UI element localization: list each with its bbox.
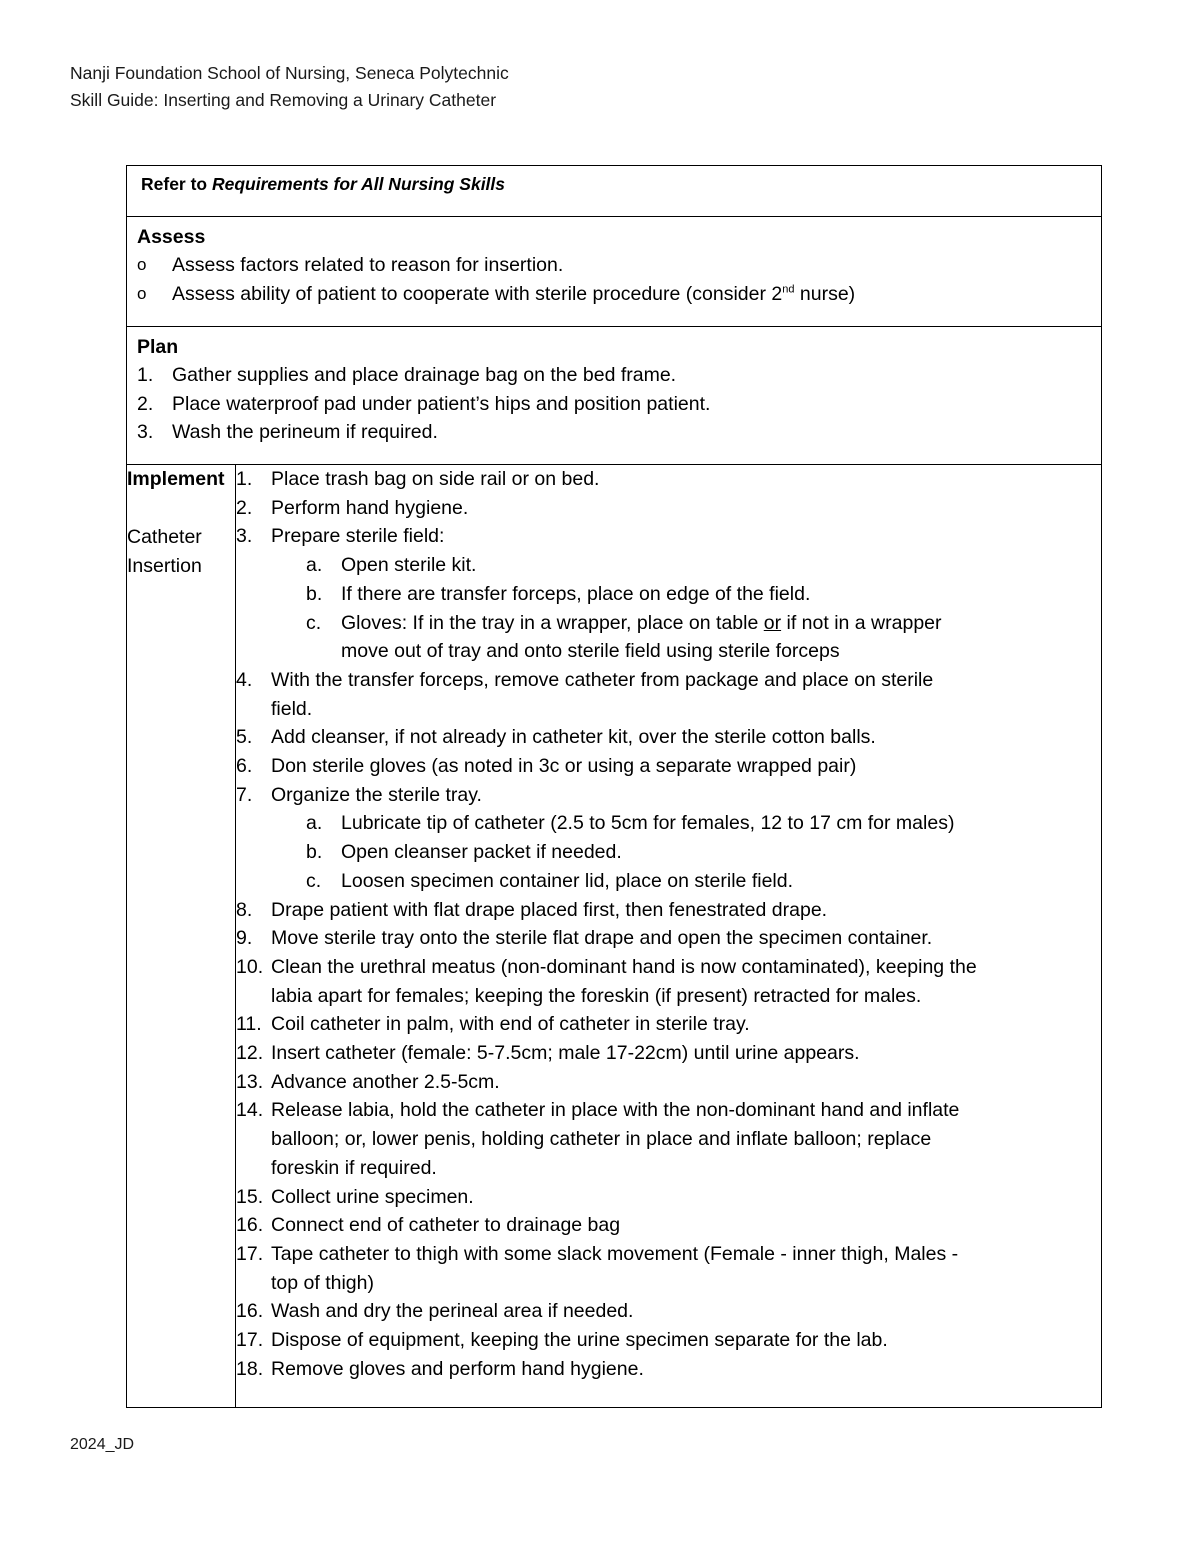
substep-text: Open sterile kit.: [341, 554, 477, 577]
refer-prefix: Refer to: [141, 174, 212, 194]
assess-cell: [127, 217, 1102, 327]
step-number: 9.: [236, 927, 253, 950]
step-item: [236, 1010, 1101, 1039]
step-text: Dispose of equipment, keeping the urine specimen separate for the lab.: [271, 1329, 888, 1352]
substep-text: Open cleanser packet if needed.: [341, 841, 622, 864]
plan-item-number: 3.: [137, 421, 154, 444]
step-number: 1.: [236, 468, 253, 490]
step-text-part: balloon; or, lower penis, holding catheter in place and inflate balloon; replace: [271, 1128, 932, 1151]
step-item: [236, 1211, 1101, 1240]
step-text: Advance another 2.5-5cm.: [271, 1070, 500, 1093]
assess-item: [137, 280, 1091, 309]
assess-item-text-part: Assess ability of patient to cooperate with sterile procedure (consider 2: [172, 282, 783, 305]
step-item: [236, 953, 1101, 1010]
substep-letter: a.: [306, 812, 323, 835]
plan-item: [137, 390, 1091, 419]
substep-text: If there are transfer forceps, place on edge of the field.: [341, 582, 811, 605]
step-text-part: With the transfer forceps, remove catheter from package and place on sterile: [271, 668, 934, 691]
substep-item: [236, 551, 1101, 580]
step-number: 17.: [236, 1329, 264, 1352]
plan-item: [137, 361, 1091, 390]
step-item: [236, 1355, 1101, 1384]
institution-name: Nanji Foundation School of Nursing, Seneca Polytechnic: [70, 63, 509, 83]
catheter-insertion-subtitle: [127, 523, 235, 581]
step-number: 6.: [236, 755, 253, 778]
step-text-part: field.: [271, 697, 313, 720]
step-item: [236, 666, 1101, 723]
plan-item-text: Wash the perineum if required.: [172, 421, 438, 444]
substep-letter: b.: [306, 841, 323, 864]
step-item: [236, 1183, 1101, 1212]
substep-item: [236, 609, 1101, 666]
step-text: Collect urine specimen.: [271, 1185, 474, 1208]
assess-row: [127, 217, 1102, 327]
plan-row: [127, 327, 1102, 465]
step-item: [236, 465, 1101, 494]
step-text: Prepare sterile field:: [271, 525, 445, 548]
step-item: [236, 781, 1101, 810]
step-number: 10.: [236, 955, 264, 978]
substep-item: [236, 867, 1101, 896]
substep-text: Loosen specimen container lid, place on sterile field.: [341, 869, 794, 892]
step-number: 4.: [236, 668, 253, 691]
step-item: [236, 896, 1101, 925]
substep-letter: c.: [306, 869, 322, 892]
step-number: 18.: [236, 1357, 264, 1380]
step-number: 3.: [236, 525, 253, 548]
plan-cell: [127, 327, 1102, 465]
bullet-icon: o: [137, 283, 147, 303]
step-text: Perform hand hygiene.: [271, 496, 469, 519]
implement-row: [127, 465, 1102, 1408]
substep-item: [236, 580, 1101, 609]
step-number: 8.: [236, 898, 253, 921]
assess-item-text: Assess factors related to reason for insertion.: [172, 254, 564, 276]
implement-label-cell: [127, 465, 236, 1408]
substep-letter: b.: [306, 582, 323, 605]
step-text: Organize the sterile tray.: [271, 783, 482, 806]
step-number: 5.: [236, 726, 253, 749]
step-number: 11.: [236, 1013, 262, 1036]
plan-item-number: 1.: [137, 364, 154, 386]
subtitle-line: Catheter: [127, 526, 202, 548]
step-item: [236, 1096, 1101, 1182]
substep-item: [236, 838, 1101, 867]
step-number: 17.: [236, 1242, 264, 1265]
step-item: [236, 1326, 1101, 1355]
refer-note: [127, 166, 1101, 202]
substep-text-part: if not in a wrapper: [781, 611, 942, 634]
implement-title: Implement: [127, 468, 225, 490]
step-item: [236, 1240, 1101, 1297]
refer-document-title: Requirements for All Nursing Skills: [211, 174, 506, 194]
step-item: [236, 522, 1101, 551]
page-header: [70, 60, 509, 114]
step-text-part: Release labia, hold the catheter in place with the non-dominant hand and inflate: [271, 1099, 960, 1122]
step-text-part: Tape catheter to thigh with some slack movement (Female - inner thigh, Males -: [271, 1242, 959, 1265]
implement-steps-cell: [236, 465, 1102, 1408]
step-text: Move sterile tray onto the sterile flat drape and open the specimen container.: [271, 927, 933, 950]
step-text-part: foreskin if required.: [271, 1156, 437, 1179]
step-text: Place trash bag on side rail or on bed.: [271, 468, 600, 490]
step-number: 14.: [236, 1099, 264, 1122]
refer-row: [127, 166, 1102, 217]
plan-item-text: Place waterproof pad under patient’s hips and position patient.: [172, 392, 711, 415]
step-text-part: top of thigh): [271, 1271, 374, 1294]
substep-text: Lubricate tip of catheter (2.5 to 5cm for females, 12 to 17 cm for males): [341, 812, 955, 835]
step-number: 2.: [236, 496, 253, 519]
substep-text-part: Gloves: If in the tray in a wrapper, place on table: [341, 611, 764, 634]
step-number: 16.: [236, 1214, 264, 1237]
refer-cell: [127, 166, 1102, 217]
plan-item: [137, 418, 1091, 447]
step-text: [271, 1096, 1101, 1182]
substep-letter: a.: [306, 554, 323, 577]
step-item: [236, 924, 1101, 953]
plan-item-text: Gather supplies and place drainage bag on the bed frame.: [172, 364, 677, 386]
bullet-icon: o: [137, 255, 147, 274]
step-number: 12.: [236, 1042, 264, 1065]
step-item: [236, 1068, 1101, 1097]
step-item: [236, 1039, 1101, 1068]
ordinal-suffix: nd: [782, 283, 795, 296]
substep-text-part: move out of tray and onto sterile field using sterile forceps: [341, 640, 840, 663]
substep-item: [236, 809, 1101, 838]
step-text: Coil catheter in palm, with end of catheter in sterile tray.: [271, 1013, 750, 1036]
step-item: [236, 1297, 1101, 1326]
step-item: [236, 752, 1101, 781]
plan-title: Plan: [137, 336, 179, 358]
assess-item-text: [172, 280, 1091, 309]
assess-item: [137, 251, 1091, 280]
subtitle-line: Insertion: [127, 555, 202, 577]
assess-title: Assess: [137, 226, 206, 248]
step-text: [271, 953, 1101, 1010]
page-footer: 2024_JD: [70, 1436, 135, 1453]
plan-item-number: 2.: [137, 392, 154, 415]
step-text: Insert catheter (female: 5-7.5cm; male 17-22cm) until urine appears.: [271, 1042, 860, 1065]
step-number: 15.: [236, 1185, 264, 1208]
step-text: Add cleanser, if not already in catheter kit, over the sterile cotton balls.: [271, 726, 876, 749]
step-text: Connect end of catheter to drainage bag: [271, 1214, 621, 1237]
step-text-part: Clean the urethral meatus (non-dominant hand is now contaminated), keeping the: [271, 955, 977, 978]
step-text: [271, 1240, 1101, 1297]
step-text-part: labia apart for females; keeping the foreskin (if present) retracted for males.: [271, 984, 922, 1007]
underlined-word: or: [763, 611, 782, 634]
step-item: [236, 494, 1101, 523]
skill-table: [126, 165, 1102, 1408]
step-number: 16.: [236, 1300, 264, 1323]
substep-text: [341, 609, 1101, 666]
step-text: Wash and dry the perineal area if needed.: [271, 1300, 634, 1323]
step-text: Remove gloves and perform hand hygiene.: [271, 1357, 644, 1380]
step-text: Drape patient with flat drape placed first, then fenestrated drape.: [271, 898, 828, 921]
assess-item-text-part: nurse): [794, 282, 856, 305]
substep-letter: c.: [306, 611, 322, 634]
step-text: [271, 666, 1101, 723]
step-number: 7.: [236, 783, 253, 806]
step-number: 13.: [236, 1070, 264, 1093]
skill-guide-title: Skill Guide: Inserting and Removing a Urinary Catheter: [70, 90, 497, 110]
step-text: Don sterile gloves (as noted in 3c or using a separate wrapped pair): [271, 755, 857, 778]
step-item: [236, 723, 1101, 752]
